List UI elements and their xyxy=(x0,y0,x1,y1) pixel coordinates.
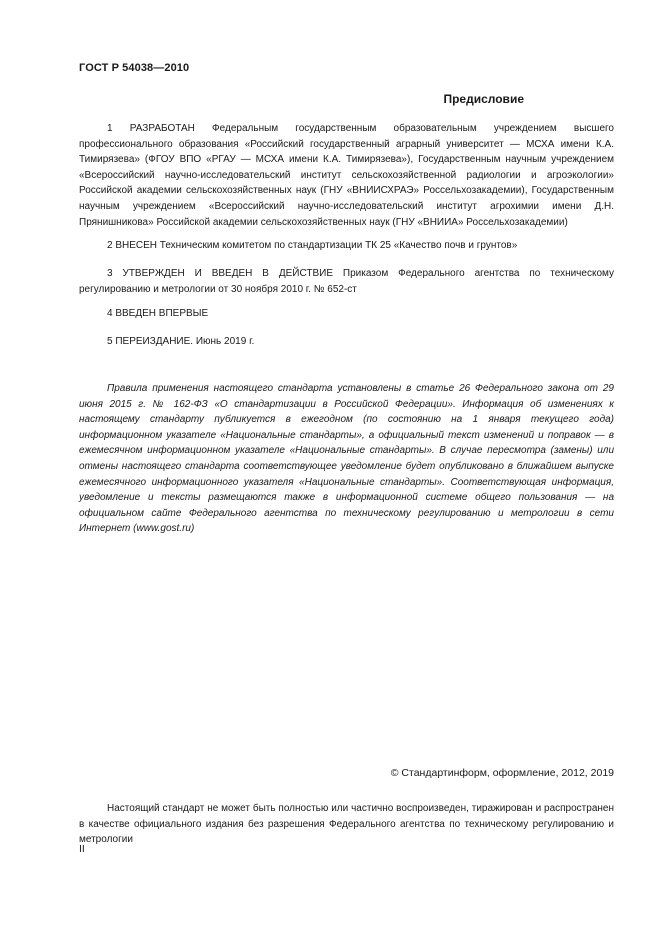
foreword-item-3: 3 УТВЕРЖДЕН И ВВЕДЕН В ДЕЙСТВИЕ Приказом Федерального агентства по техническому регулированию и метрологии от 30 ноября 2010 г. № 652-ст xyxy=(79,268,614,295)
foreword-item-2: 2 ВНЕСЕН Техническим комитетом по стандартизации ТК 25 «Качество почв и грунтов» xyxy=(107,240,518,251)
foreword-item-4: 4 ВВЕДЕН ВПЕРВЫЕ xyxy=(107,308,209,319)
foreword-item-1: 1 РАЗРАБОТАН Федеральным государственным образовательным учреждением высшего профессионального образования «Российский государственный аграрный университет — МСХА имени К.А. Тимирязева» (ФГОУ ВПО «РГАУ — МСХА имени К.А. Тимирязева»), Государственным научным учреждением «Всероссийский научно-исследовательский институт сельскохозяйственной радиологии и агроэкологии» Российской академии сельскохозяйственных наук (ГНУ «ВНИИСХРАЭ» Россельхозакадемии), Государственным научным учреждением «Всероссийский научно-исследовательский институт агрохимии имени Д.Н. Прянишникова» Российской академии сельскохозяйственных наук (ГНУ «ВНИИА» Россельхозакадемии) xyxy=(79,123,614,228)
page-number: II xyxy=(79,843,85,855)
section-heading: Предисловие xyxy=(443,92,524,106)
application-rules-notice: Правила применения настоящего стандарта установлены в статье 26 Федерального закона от 29 июня 2015 г. № 162-ФЗ «О стандартизации в Российской Федерации». Информация об изменениях к настоящему стандарту публикуется в ежегодном (по состоянию на 1 января текущего года) информационном указателе «Национальные стандарты», а официальный текст изменений и поправок — в ежемесячном информационном указателе «Национальные стандарты». В случае пересмотра (замены) или отмены настоящего стандарта соответствующее уведомление будет опубликовано в ближайшем выпуске ежемесячного информационного указателя «Национальные стандарты». Соответствующая информация, уведомление и тексты размещаются также в информационной системе общего пользования — на официальном сайте Федерального агентства по техническому регулированию и метрологии в сети Интернет (www.gost.ru) xyxy=(79,383,614,535)
document-code: ГОСТ Р 54038—2010 xyxy=(79,62,190,74)
reproduction-notice: Настоящий стандарт не может быть полностью или частично воспроизведен, тиражирован и распространен в качестве официального издания без разрешения Федерального агентства по техническому регулированию и метрологии xyxy=(79,803,614,846)
foreword-item-5: 5 ПЕРЕИЗДАНИЕ. Июнь 2019 г. xyxy=(107,336,255,347)
copyright-line: © Стандартинформ, оформление, 2012, 2019 xyxy=(390,767,614,779)
